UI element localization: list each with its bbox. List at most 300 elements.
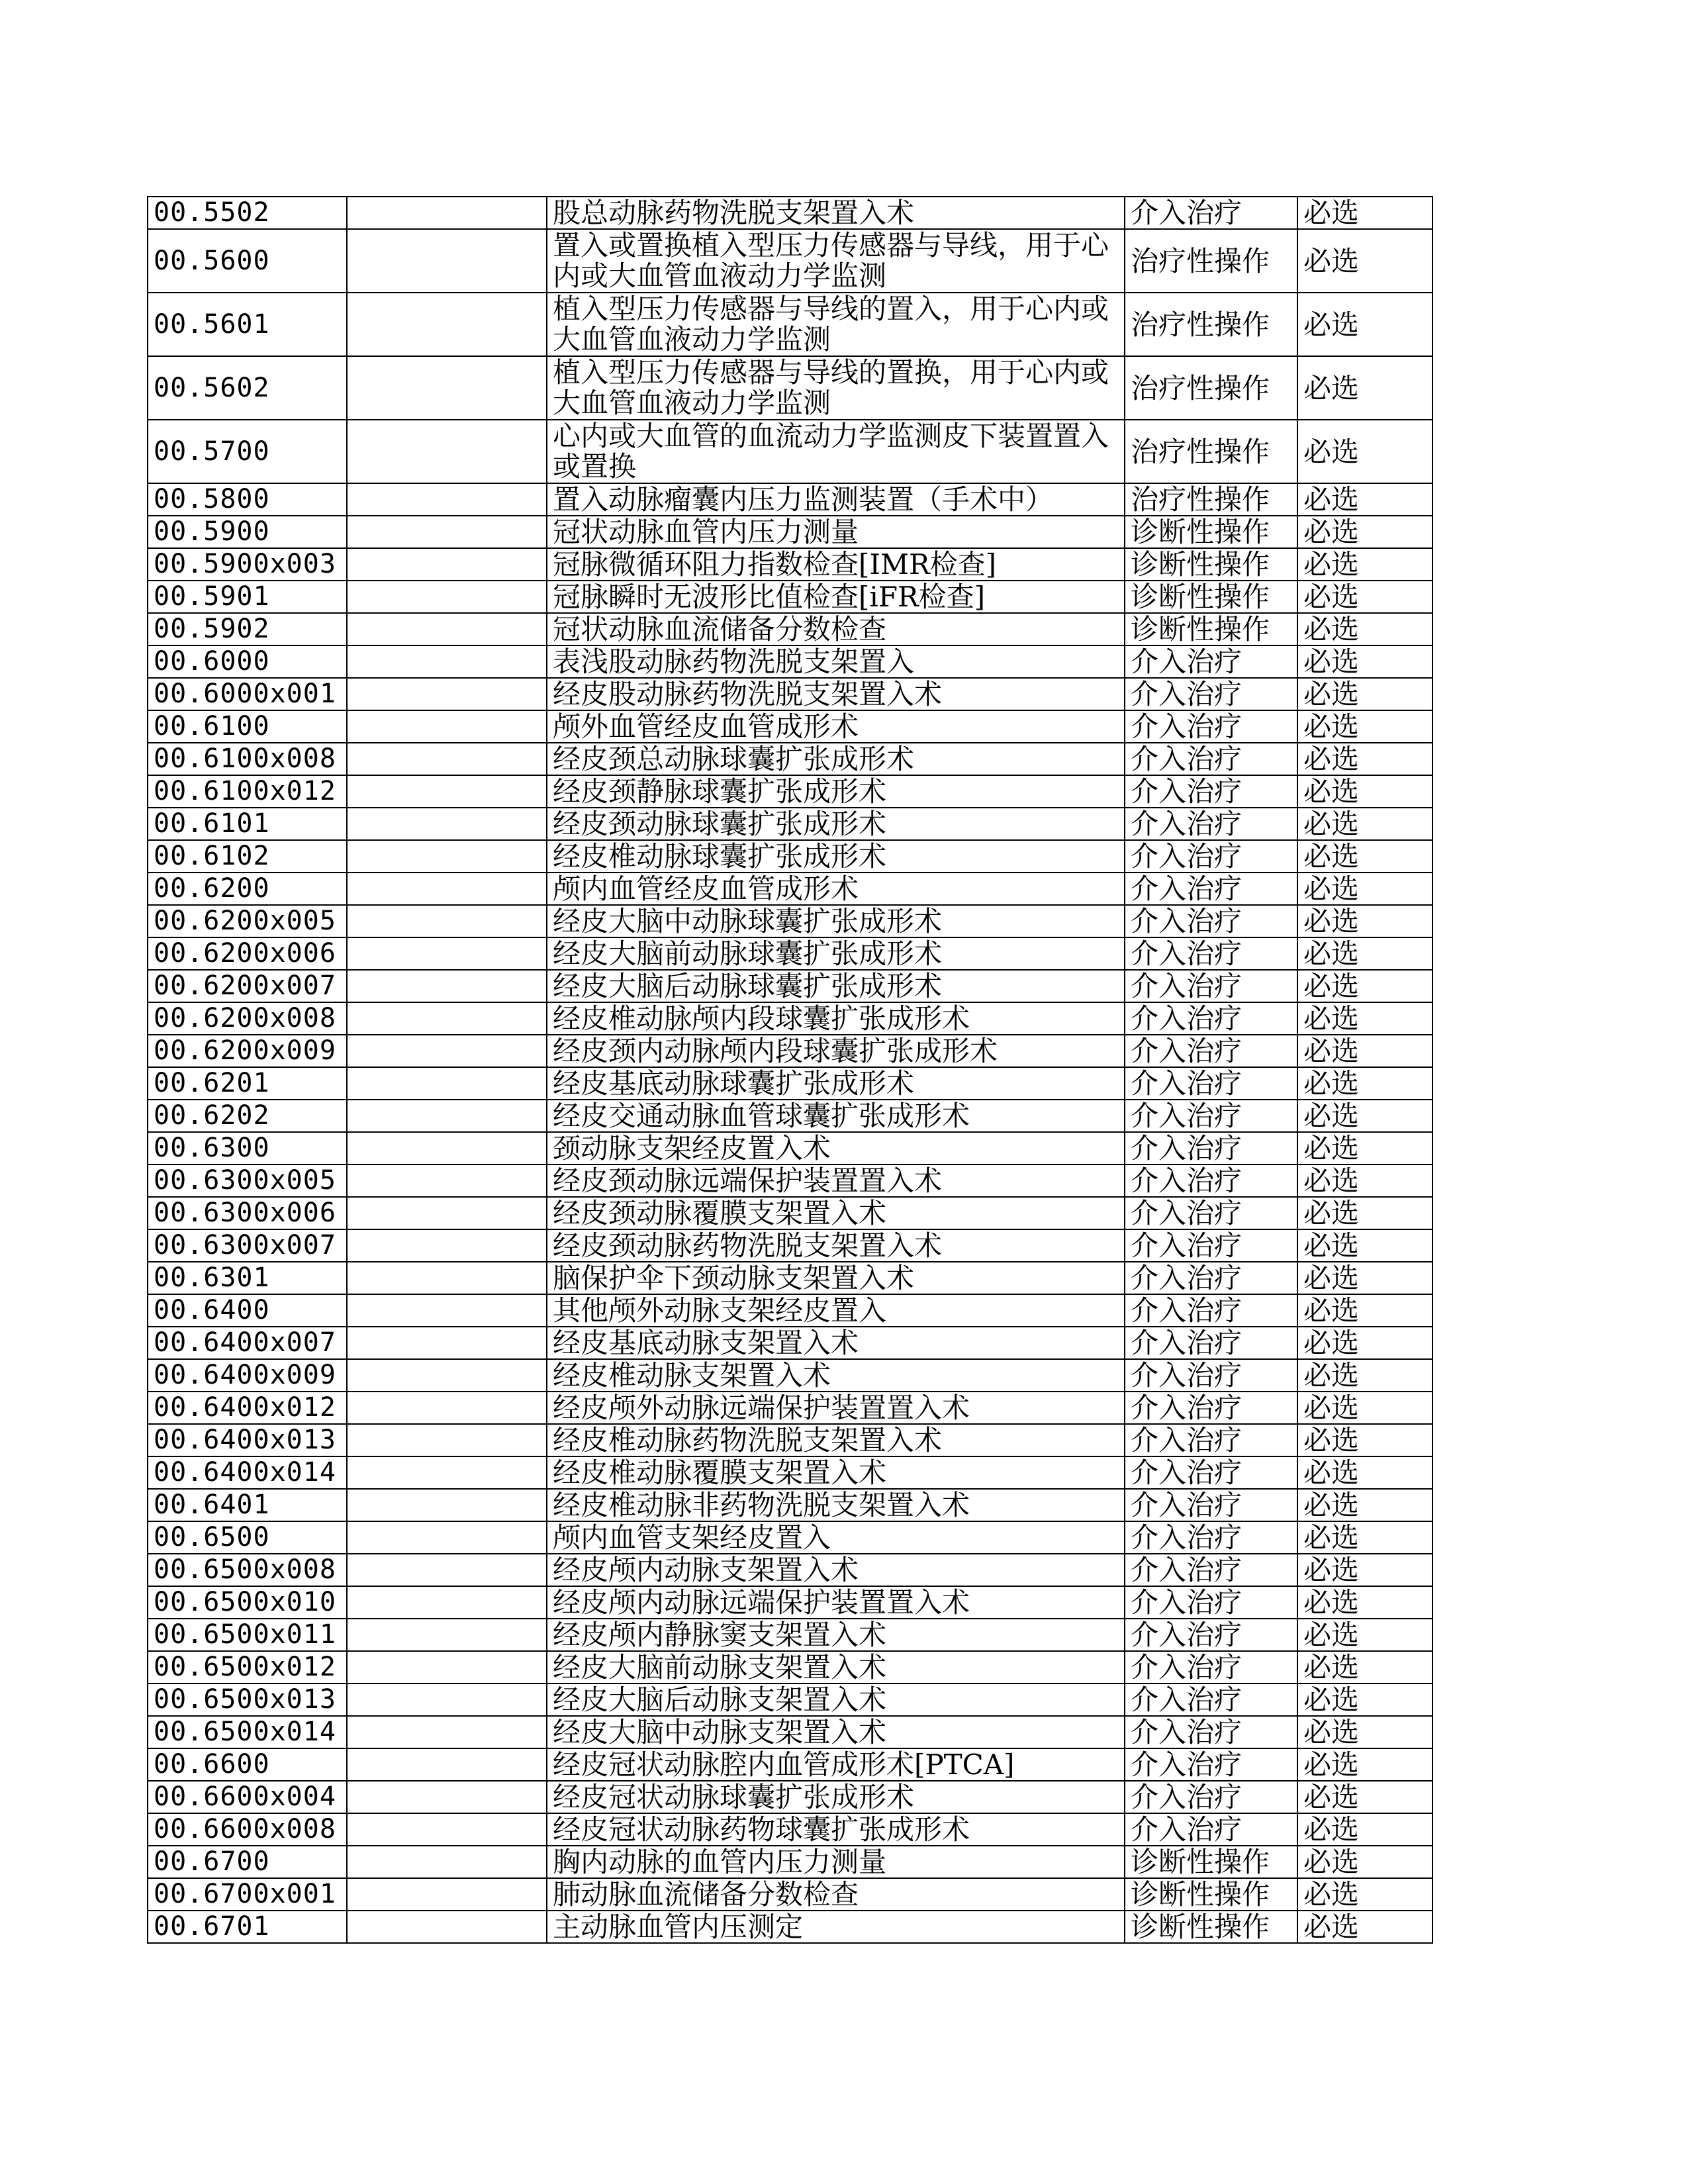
table-row [148,1521,1432,1554]
cell-code: 00.6600x004 [148,1781,347,1813]
cell-name: 经皮颈总动脉球囊扩张成形术 [547,743,1125,775]
cell-code: 00.5700 [148,420,347,483]
table-row [148,293,1432,356]
cell-requirement: 必选 [1297,1813,1432,1846]
cell-code: 00.6100 [148,710,347,743]
cell-code: 00.6000x001 [148,678,347,710]
table-row [148,1262,1432,1294]
cell-category: 介入治疗 [1125,1619,1297,1651]
cell-name: 经皮股动脉药物洗脱支架置入术 [547,678,1125,710]
cell-requirement: 必选 [1297,1002,1432,1035]
cell-category: 介入治疗 [1125,1586,1297,1619]
cell-code: 00.6000 [148,645,347,678]
cell-extra [347,1619,547,1651]
cell-requirement: 必选 [1297,1684,1432,1716]
cell-requirement: 必选 [1297,645,1432,678]
cell-requirement: 必选 [1297,229,1432,293]
cell-category: 介入治疗 [1125,1554,1297,1586]
cell-extra [347,197,547,229]
table-row [148,645,1432,678]
cell-requirement: 必选 [1297,1456,1432,1489]
cell-requirement: 必选 [1297,1229,1432,1262]
cell-extra [347,1164,547,1197]
cell-code: 00.6200x007 [148,970,347,1002]
cell-code: 00.6201 [148,1067,347,1100]
table-row [148,1002,1432,1035]
cell-code: 00.5602 [148,356,347,420]
cell-category: 介入治疗 [1125,775,1297,808]
cell-name: 经皮颈静脉球囊扩张成形术 [547,775,1125,808]
cell-requirement: 必选 [1297,613,1432,645]
table-row [148,1327,1432,1359]
cell-code: 00.6500x008 [148,1554,347,1586]
cell-category: 介入治疗 [1125,743,1297,775]
cell-requirement: 必选 [1297,1067,1432,1100]
table-row [148,1748,1432,1781]
cell-code: 00.6600x008 [148,1813,347,1846]
cell-name: 经皮颅内动脉远端保护装置置入术 [547,1586,1125,1619]
table-row [148,1294,1432,1327]
procedure-table [147,196,1433,1944]
cell-code: 00.6102 [148,840,347,873]
cell-code: 00.6100x008 [148,743,347,775]
cell-name: 经皮颈动脉球囊扩张成形术 [547,808,1125,840]
cell-code: 00.6200x009 [148,1035,347,1067]
cell-name: 经皮颅内静脉窦支架置入术 [547,1619,1125,1651]
cell-category: 介入治疗 [1125,1035,1297,1067]
cell-name: 经皮颅内动脉支架置入术 [547,1554,1125,1586]
cell-name: 经皮大脑后动脉支架置入术 [547,1684,1125,1716]
cell-category: 介入治疗 [1125,1100,1297,1132]
table-row [148,937,1432,970]
cell-name: 经皮颅外动脉远端保护装置置入术 [547,1392,1125,1424]
table-row [148,1554,1432,1586]
cell-extra [347,613,547,645]
table-row [148,1359,1432,1392]
cell-requirement: 必选 [1297,197,1432,229]
cell-requirement: 必选 [1297,1424,1432,1456]
cell-category: 诊断性操作 [1125,1878,1297,1911]
cell-extra [347,1002,547,1035]
cell-category: 介入治疗 [1125,1684,1297,1716]
cell-code: 00.6500x014 [148,1716,347,1748]
cell-extra [347,1229,547,1262]
cell-name: 经皮大脑中动脉球囊扩张成形术 [547,905,1125,937]
table-row [148,970,1432,1002]
cell-category: 介入治疗 [1125,1327,1297,1359]
cell-requirement: 必选 [1297,1554,1432,1586]
cell-extra [347,775,547,808]
cell-requirement: 必选 [1297,1197,1432,1229]
cell-extra [347,548,547,581]
cell-requirement: 必选 [1297,1035,1432,1067]
cell-code: 00.6301 [148,1262,347,1294]
cell-extra [347,229,547,293]
cell-code: 00.5900 [148,516,347,548]
table-row [148,840,1432,873]
cell-category: 介入治疗 [1125,1392,1297,1424]
cell-requirement: 必选 [1297,1327,1432,1359]
cell-extra [347,1521,547,1554]
procedure-table-body [148,197,1432,1943]
cell-code: 00.6100x012 [148,775,347,808]
cell-category: 介入治疗 [1125,645,1297,678]
table-row [148,356,1432,420]
cell-extra [347,873,547,905]
table-row [148,1100,1432,1132]
cell-category: 介入治疗 [1125,970,1297,1002]
cell-extra [347,1781,547,1813]
cell-name: 冠脉瞬时无波形比值检查[iFR检查] [547,581,1125,613]
cell-extra [347,1456,547,1489]
table-row [148,1651,1432,1684]
cell-requirement: 必选 [1297,356,1432,420]
cell-category: 介入治疗 [1125,1651,1297,1684]
cell-name: 经皮颈动脉覆膜支架置入术 [547,1197,1125,1229]
cell-requirement: 必选 [1297,970,1432,1002]
cell-category: 诊断性操作 [1125,516,1297,548]
cell-category: 介入治疗 [1125,1067,1297,1100]
cell-code: 00.6500x012 [148,1651,347,1684]
cell-requirement: 必选 [1297,548,1432,581]
cell-name: 经皮冠状动脉球囊扩张成形术 [547,1781,1125,1813]
cell-extra [347,905,547,937]
table-row [148,1619,1432,1651]
cell-category: 介入治疗 [1125,1781,1297,1813]
cell-category: 介入治疗 [1125,873,1297,905]
cell-category: 介入治疗 [1125,1359,1297,1392]
cell-category: 介入治疗 [1125,1521,1297,1554]
cell-name: 冠状动脉血管内压力测量 [547,516,1125,548]
cell-extra [347,970,547,1002]
table-row [148,1067,1432,1100]
cell-code: 00.6701 [148,1911,347,1943]
cell-extra [347,808,547,840]
table-row [148,420,1432,483]
table-row [148,743,1432,775]
cell-name: 经皮椎动脉球囊扩张成形术 [547,840,1125,873]
cell-extra [347,1554,547,1586]
cell-name: 主动脉血管内压测定 [547,1911,1125,1943]
cell-requirement: 必选 [1297,873,1432,905]
cell-extra [347,678,547,710]
cell-requirement: 必选 [1297,1781,1432,1813]
cell-code: 00.6101 [148,808,347,840]
cell-extra [347,1748,547,1781]
cell-extra [347,1100,547,1132]
cell-requirement: 必选 [1297,1716,1432,1748]
cell-category: 介入治疗 [1125,1132,1297,1164]
cell-code: 00.6500x010 [148,1586,347,1619]
cell-extra [347,293,547,356]
cell-name: 经皮椎动脉非药物洗脱支架置入术 [547,1489,1125,1521]
table-row [148,1392,1432,1424]
table-row [148,1586,1432,1619]
cell-name: 经皮大脑中动脉支架置入术 [547,1716,1125,1748]
cell-name: 经皮大脑前动脉球囊扩张成形术 [547,937,1125,970]
table-row [148,1716,1432,1748]
cell-requirement: 必选 [1297,1359,1432,1392]
cell-extra [347,1392,547,1424]
table-row [148,1229,1432,1262]
cell-extra [347,1197,547,1229]
cell-requirement: 必选 [1297,1651,1432,1684]
cell-code: 00.6300x005 [148,1164,347,1197]
cell-extra [347,420,547,483]
cell-requirement: 必选 [1297,775,1432,808]
cell-extra [347,1911,547,1943]
cell-code: 00.6400x007 [148,1327,347,1359]
cell-name: 冠脉微循环阻力指数检查[IMR检查] [547,548,1125,581]
table-row [148,1813,1432,1846]
cell-extra [347,1813,547,1846]
cell-category: 介入治疗 [1125,1456,1297,1489]
cell-requirement: 必选 [1297,581,1432,613]
cell-code: 00.6400x014 [148,1456,347,1489]
cell-category: 介入治疗 [1125,1424,1297,1456]
cell-extra [347,840,547,873]
cell-extra [347,1684,547,1716]
cell-name: 表浅股动脉药物洗脱支架置入 [547,645,1125,678]
cell-code: 00.6200 [148,873,347,905]
cell-category: 介入治疗 [1125,1489,1297,1521]
cell-name: 颅内血管支架经皮置入 [547,1521,1125,1554]
table-row [148,1456,1432,1489]
cell-requirement: 必选 [1297,743,1432,775]
cell-category: 介入治疗 [1125,1813,1297,1846]
table-row [148,808,1432,840]
table-row [148,197,1432,229]
cell-extra [347,710,547,743]
cell-name: 经皮冠状动脉腔内血管成形术[PTCA] [547,1748,1125,1781]
cell-name: 经皮颈动脉远端保护装置置入术 [547,1164,1125,1197]
cell-category: 诊断性操作 [1125,548,1297,581]
table-row [148,678,1432,710]
cell-code: 00.6200x006 [148,937,347,970]
cell-category: 诊断性操作 [1125,613,1297,645]
cell-requirement: 必选 [1297,483,1432,516]
cell-category: 介入治疗 [1125,808,1297,840]
cell-name: 经皮冠状动脉药物球囊扩张成形术 [547,1813,1125,1846]
cell-name: 经皮颈动脉药物洗脱支架置入术 [547,1229,1125,1262]
cell-requirement: 必选 [1297,678,1432,710]
cell-extra [347,1294,547,1327]
cell-category: 介入治疗 [1125,710,1297,743]
cell-requirement: 必选 [1297,1586,1432,1619]
cell-code: 00.6700 [148,1846,347,1878]
cell-requirement: 必选 [1297,516,1432,548]
cell-code: 00.6400x012 [148,1392,347,1424]
cell-category: 治疗性操作 [1125,420,1297,483]
cell-requirement: 必选 [1297,1262,1432,1294]
cell-extra [347,1132,547,1164]
cell-name: 经皮椎动脉颅内段球囊扩张成形术 [547,1002,1125,1035]
cell-requirement: 必选 [1297,1878,1432,1911]
cell-category: 治疗性操作 [1125,356,1297,420]
cell-requirement: 必选 [1297,710,1432,743]
cell-name: 经皮交通动脉血管球囊扩张成形术 [547,1100,1125,1132]
cell-category: 介入治疗 [1125,1294,1297,1327]
cell-category: 诊断性操作 [1125,581,1297,613]
table-row [148,1197,1432,1229]
cell-name: 颈动脉支架经皮置入术 [547,1132,1125,1164]
table-row [148,1424,1432,1456]
cell-code: 00.6500x013 [148,1684,347,1716]
cell-category: 诊断性操作 [1125,1846,1297,1878]
cell-category: 介入治疗 [1125,678,1297,710]
cell-code: 00.6400x013 [148,1424,347,1456]
cell-extra [347,1846,547,1878]
cell-category: 介入治疗 [1125,1197,1297,1229]
cell-extra [347,1586,547,1619]
cell-extra [347,743,547,775]
table-row [148,1035,1432,1067]
cell-name: 植入型压力传感器与导线的置换，用于心内或大血管血液动力学监测 [547,356,1125,420]
cell-name: 经皮椎动脉药物洗脱支架置入术 [547,1424,1125,1456]
cell-extra [347,581,547,613]
cell-code: 00.6400x009 [148,1359,347,1392]
cell-code: 00.6400 [148,1294,347,1327]
cell-code: 00.6200x005 [148,905,347,937]
cell-extra [347,1327,547,1359]
table-row [148,229,1432,293]
cell-extra [347,483,547,516]
cell-name: 肺动脉血流储备分数检查 [547,1878,1125,1911]
table-row [148,1132,1432,1164]
cell-category: 介入治疗 [1125,1748,1297,1781]
cell-requirement: 必选 [1297,1619,1432,1651]
cell-extra [347,937,547,970]
cell-code: 00.5800 [148,483,347,516]
table-row [148,1846,1432,1878]
cell-name: 冠状动脉血流储备分数检查 [547,613,1125,645]
cell-extra [347,1651,547,1684]
cell-requirement: 必选 [1297,293,1432,356]
cell-extra [347,1359,547,1392]
table-row [148,905,1432,937]
table-row [148,775,1432,808]
cell-requirement: 必选 [1297,420,1432,483]
cell-extra [347,356,547,420]
table-row [148,1911,1432,1943]
cell-name: 经皮大脑前动脉支架置入术 [547,1651,1125,1684]
cell-code: 00.6600 [148,1748,347,1781]
cell-code: 00.5601 [148,293,347,356]
cell-category: 治疗性操作 [1125,293,1297,356]
table-row [148,873,1432,905]
cell-category: 治疗性操作 [1125,483,1297,516]
cell-code: 00.5902 [148,613,347,645]
cell-code: 00.5901 [148,581,347,613]
cell-requirement: 必选 [1297,1748,1432,1781]
cell-category: 介入治疗 [1125,1262,1297,1294]
cell-name: 胸内动脉的血管内压力测量 [547,1846,1125,1878]
cell-requirement: 必选 [1297,840,1432,873]
table-row [148,1878,1432,1911]
cell-extra [347,1067,547,1100]
cell-name: 经皮基底动脉支架置入术 [547,1327,1125,1359]
cell-requirement: 必选 [1297,1294,1432,1327]
cell-code: 00.6202 [148,1100,347,1132]
cell-code: 00.5600 [148,229,347,293]
cell-category: 介入治疗 [1125,197,1297,229]
cell-name: 股总动脉药物洗脱支架置入术 [547,197,1125,229]
cell-code: 00.5900x003 [148,548,347,581]
table-row [148,581,1432,613]
cell-category: 介入治疗 [1125,937,1297,970]
cell-requirement: 必选 [1297,1100,1432,1132]
cell-extra [347,1489,547,1521]
cell-requirement: 必选 [1297,808,1432,840]
table-row [148,483,1432,516]
cell-name: 心内或大血管的血流动力学监测皮下装置置入或置换 [547,420,1125,483]
cell-code: 00.6500 [148,1521,347,1554]
cell-name: 经皮基底动脉球囊扩张成形术 [547,1067,1125,1100]
cell-requirement: 必选 [1297,905,1432,937]
cell-extra [347,1035,547,1067]
cell-code: 00.6200x008 [148,1002,347,1035]
cell-category: 介入治疗 [1125,840,1297,873]
cell-category: 介入治疗 [1125,1002,1297,1035]
table-row [148,548,1432,581]
cell-requirement: 必选 [1297,1911,1432,1943]
table-row [148,1684,1432,1716]
cell-name: 脑保护伞下颈动脉支架置入术 [547,1262,1125,1294]
table-row [148,1781,1432,1813]
table-row [148,516,1432,548]
cell-category: 介入治疗 [1125,1229,1297,1262]
cell-category: 治疗性操作 [1125,229,1297,293]
cell-extra [347,1424,547,1456]
table-row [148,710,1432,743]
table-row [148,1164,1432,1197]
cell-name: 颅外血管经皮血管成形术 [547,710,1125,743]
cell-name: 经皮颈内动脉颅内段球囊扩张成形术 [547,1035,1125,1067]
cell-code: 00.6300x006 [148,1197,347,1229]
cell-extra [347,1262,547,1294]
table-row [148,1489,1432,1521]
cell-code: 00.6401 [148,1489,347,1521]
cell-category: 诊断性操作 [1125,1911,1297,1943]
cell-requirement: 必选 [1297,1164,1432,1197]
cell-name: 颅内血管经皮血管成形术 [547,873,1125,905]
cell-extra [347,1878,547,1911]
cell-name: 置入动脉瘤囊内压力监测装置（手术中） [547,483,1125,516]
cell-requirement: 必选 [1297,1392,1432,1424]
cell-name: 其他颅外动脉支架经皮置入 [547,1294,1125,1327]
cell-extra [347,1716,547,1748]
cell-code: 00.6700x001 [148,1878,347,1911]
cell-name: 置入或置换植入型压力传感器与导线，用于心内或大血管血液动力学监测 [547,229,1125,293]
cell-code: 00.5502 [148,197,347,229]
cell-category: 介入治疗 [1125,1164,1297,1197]
cell-name: 经皮大脑后动脉球囊扩张成形术 [547,970,1125,1002]
cell-category: 介入治疗 [1125,905,1297,937]
cell-code: 00.6300x007 [148,1229,347,1262]
cell-code: 00.6500x011 [148,1619,347,1651]
cell-requirement: 必选 [1297,1521,1432,1554]
table-row [148,613,1432,645]
cell-requirement: 必选 [1297,1132,1432,1164]
cell-name: 植入型压力传感器与导线的置入，用于心内或大血管血液动力学监测 [547,293,1125,356]
cell-extra [347,516,547,548]
cell-extra [347,645,547,678]
cell-requirement: 必选 [1297,1489,1432,1521]
cell-category: 介入治疗 [1125,1716,1297,1748]
cell-requirement: 必选 [1297,937,1432,970]
cell-requirement: 必选 [1297,1846,1432,1878]
cell-name: 经皮椎动脉覆膜支架置入术 [547,1456,1125,1489]
